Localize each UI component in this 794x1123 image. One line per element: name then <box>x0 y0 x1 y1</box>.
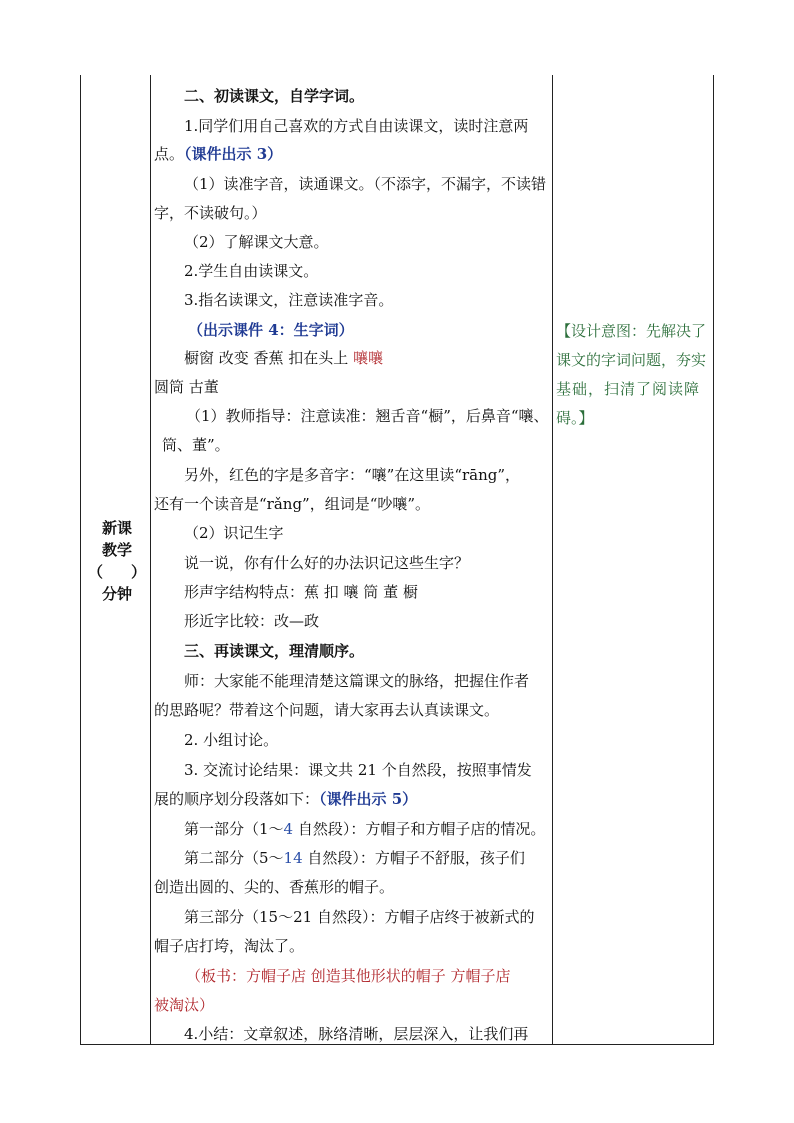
part1-num: 4 <box>283 820 294 838</box>
section-label-line4: 分钟 <box>101 585 132 603</box>
section-label <box>84 517 150 605</box>
design-intent-line3: 基础，扫清了阅读障 <box>556 380 701 398</box>
section-label-line3 <box>84 561 150 583</box>
result-line-a: 3. 交流讨论结果：课文共 21 个自然段，按照事情发 <box>184 761 532 779</box>
table-border-right <box>713 75 714 1045</box>
board-line-b: 被淘汰） <box>154 996 215 1014</box>
sub1-line-a: （1）读准字音，读通课文。（不添字，不漏字，不读错 <box>184 175 547 193</box>
vocab-polyphone: 嚷嚷 <box>353 349 384 367</box>
item1-line-b <box>154 144 282 164</box>
item1-text: 点。 <box>154 145 185 163</box>
courseware-ref-3: （课件出示 3） <box>184 145 283 163</box>
heading-three: 三、再读课文，理清顺序。 <box>184 642 365 660</box>
table-border-left <box>80 75 81 1045</box>
design-intent-line1: 【设计意图：先解决了 <box>556 322 707 340</box>
note-line-b: 还有一个读音是“rǎng”，组词是“吵嚷”。 <box>154 495 431 513</box>
note-line-a: 另外，红色的字是多音字：“嚷”在这里读“rāng”， <box>184 466 521 484</box>
teacher-line-a: 师：大家能不能理清楚这篇课文的脉络，把握住作者 <box>184 672 530 690</box>
part3-line-a: 第三部分（15～21 自然段）：方帽子店终于被新式的 <box>184 908 535 926</box>
similar-line: 形近字比较：改—政 <box>184 612 320 630</box>
part2-line-b: 创造出圆的、尖的、香蕉形的帽子。 <box>154 878 395 896</box>
part2-suffix: 自然段）：方帽子不舒服，孩子们 <box>302 849 525 867</box>
design-intent-line4: 碍。】 <box>556 409 594 427</box>
section-label-line2: 教学 <box>101 541 132 559</box>
courseware-ref-5: （课件出示 5） <box>319 790 418 808</box>
vocab-line-a <box>184 348 383 368</box>
summary-line: 4.小结：文章叙述，脉络清晰，层层深入，让我们再 <box>184 1025 529 1043</box>
vocab-words: 橱窗 改变 香蕉 扣在头上 <box>184 349 354 367</box>
part2-num: 14 <box>283 849 303 867</box>
item1-line-a: 1.同学们用自己喜欢的方式自由读课文，读时注意两 <box>184 117 529 135</box>
vocab-line-b: 圆筒 古董 <box>154 378 219 396</box>
part2-prefix: 第二部分（5～ <box>184 849 284 867</box>
sub1-line-b: 字，不读破句。） <box>154 204 267 222</box>
result-text: 展的顺序划分段落如下： <box>154 790 320 808</box>
table-border-bottom <box>80 1044 714 1045</box>
part2-line-a <box>184 848 525 868</box>
table-border-col2 <box>552 75 553 1045</box>
group-line: 2. 小组讨论。 <box>184 731 279 749</box>
paren-close: ） <box>130 563 146 581</box>
table-border-col1 <box>150 75 151 1045</box>
result-line-b <box>154 789 417 809</box>
design-intent-line2: 课文的字词问题，夯实 <box>556 351 707 369</box>
shape-sound-line: 形声字结构特点：蕉 扣 嚷 筒 董 橱 <box>184 583 418 601</box>
heading-two: 二、初读课文，自学字词。 <box>184 87 365 105</box>
item3-line: 3.指名读课文，注意读准字音。 <box>184 291 394 309</box>
item2-line: 2.学生自由读课文。 <box>184 262 319 280</box>
teacher-line-b: 的思路呢？带着这个问题，请大家再去认真读课文。 <box>154 701 500 719</box>
memo-heading: （2）识记生字 <box>184 524 284 542</box>
ask-line: 说一说，你有什么好的办法识记这些生字？ <box>184 554 470 572</box>
paren-open: （ <box>88 563 104 581</box>
part1-line <box>184 819 545 839</box>
board-line-a: （板书：方帽子店 创造其他形状的帽子 方帽子店 <box>186 967 511 985</box>
part1-suffix: 自然段）：方帽子和方帽子店的情况。 <box>293 820 546 838</box>
teach1-line-b: 筒、董”。 <box>162 436 230 454</box>
sub2-line: （2）了解课文大意。 <box>184 233 329 251</box>
teach1-line-a: （1）教师指导：注意读准：翘舌音“橱”，后鼻音“嚷、 <box>186 407 549 425</box>
part3-line-b: 帽子店打垮，淘汰了。 <box>154 937 305 955</box>
courseware-ref-4: （出示课件 4：生字词） <box>188 321 354 339</box>
section-label-line1: 新课 <box>101 519 132 537</box>
part1-prefix: 第一部分（1～ <box>184 820 284 838</box>
